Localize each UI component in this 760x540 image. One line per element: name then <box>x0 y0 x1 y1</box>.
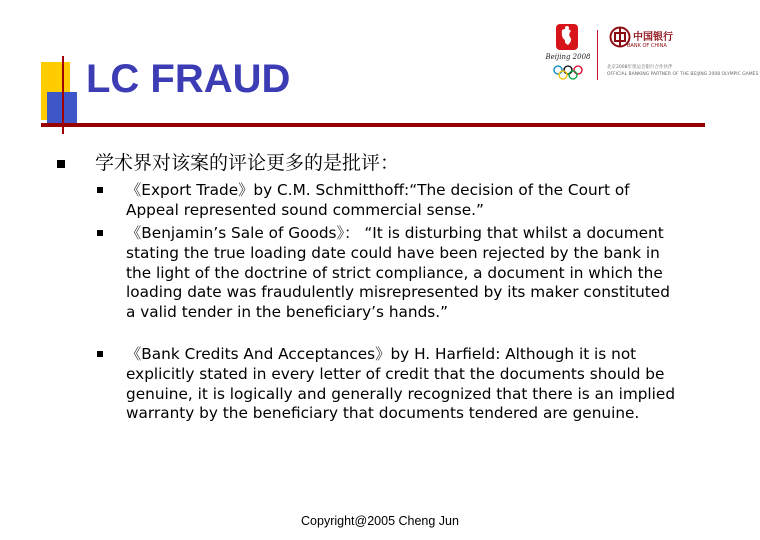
beijing-2008-text: Beijing 2008 <box>545 53 591 61</box>
list-item-text: 《Export Trade》by C.M. Schmitthoff:“The decision of the Court of Appeal represented sound commercial sense.” <box>126 181 630 219</box>
slide-heading: 学术界对该案的评论更多的是批评： <box>95 152 400 174</box>
logo-divider <box>597 30 598 80</box>
bullet-square-icon <box>97 187 103 193</box>
bullet-square-icon <box>57 160 65 168</box>
list-item <box>97 181 682 221</box>
beijing-2008-logo <box>545 22 591 84</box>
slide-title: LC FRAUD <box>86 57 291 101</box>
list-item-text: 《Benjamin’s Sale of Goods》： “It is disturbing that whilst a document stating the true loading date could have been rejected by the bank in the light of the doctrine of strict compliance, a document in which the loading date was fraudulently misrepresented by its maker constituted a valid tender in the beneficiary’s hands.” <box>126 224 670 322</box>
boc-caption-en: OFFICIAL BANKING PARTNER OF THE BEIJING 2008 OLYMPIC GAMES <box>607 72 759 77</box>
list-item-text: 《Bank Credits And Acceptances》by H. Harfield: Although it is not explicitly stated in every letter of credit that the documents should be genuine, it is logically and generally recognized that there is an implied warranty by the beneficiary that documents tendered are genuine. <box>126 345 676 423</box>
list-item <box>97 224 682 323</box>
boc-name-cn: 中国银行 <box>633 32 673 43</box>
boc-name-en: BANK OF CHINA <box>627 43 667 49</box>
bank-of-china-logo <box>605 22 759 84</box>
bullet-square-icon <box>97 230 103 236</box>
bullet-square-icon <box>97 351 103 357</box>
boc-caption-cn: 北京2008年奥运会银行合作伙伴 <box>607 65 673 70</box>
slide-footer: Copyright@2005 Cheng Jun <box>301 514 459 528</box>
list-item <box>97 345 682 424</box>
title-underline <box>41 123 705 127</box>
